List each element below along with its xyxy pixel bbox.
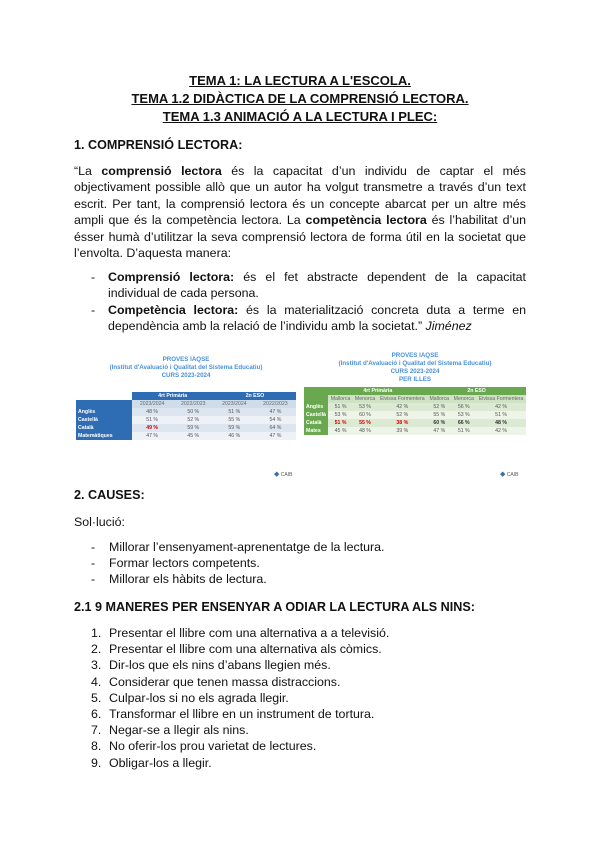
table-cell: 53 % bbox=[451, 411, 476, 419]
list-item-text: Presentar el llibre com una alternativa als còmics. bbox=[109, 642, 382, 657]
logo-icon: ◆ bbox=[500, 471, 506, 478]
logo-text: CAIB bbox=[506, 472, 519, 478]
row-label: Castellà bbox=[76, 416, 132, 424]
sub-header: 2022/2023 bbox=[173, 400, 214, 408]
table-title-line: CURS 2023-2024 bbox=[390, 368, 440, 375]
table-cell: 45 % bbox=[328, 427, 352, 435]
table-cell: 54 % bbox=[255, 416, 296, 424]
list-number: 5. bbox=[91, 690, 102, 705]
table-cell: 46 % bbox=[214, 432, 255, 440]
sub-header: 2022/2023 bbox=[255, 400, 296, 408]
table-cell: 39 % bbox=[377, 427, 427, 435]
list-item bbox=[91, 722, 521, 738]
table-cell: 64 % bbox=[255, 424, 296, 432]
table-cell: 42 % bbox=[476, 403, 526, 411]
table-row bbox=[304, 419, 526, 427]
group-header: 2n ESO bbox=[427, 387, 526, 395]
table-title bbox=[304, 352, 526, 384]
row-label: Mates bbox=[304, 427, 328, 435]
dash-marker: - bbox=[91, 540, 96, 554]
list-item-text: Negar-se a llegir als nins. bbox=[109, 723, 249, 738]
table-cell: 51 % bbox=[476, 411, 526, 419]
table-row bbox=[76, 424, 296, 432]
table-title-line: PER ILLES bbox=[399, 376, 431, 383]
list-item bbox=[91, 641, 521, 657]
table-cell-highlight: 51 % bbox=[328, 419, 352, 427]
section-1-heading: 1. COMPRENSIÓ LECTORA: bbox=[74, 138, 243, 152]
table-title-line: CURS 2023-2024 bbox=[161, 372, 211, 379]
title-2: TEMA 1.2 DIDÀCTICA DE LA COMPRENSIÓ LECTORA. bbox=[131, 91, 469, 106]
bullet-text: és la materialització concreta duta a terme en dependència amb la relació de l’individu amb la societat.” bbox=[108, 303, 526, 334]
iaqse-results-table bbox=[76, 356, 296, 481]
list-item bbox=[91, 539, 521, 555]
bullet-term: Comprensió lectora: bbox=[108, 270, 235, 284]
table-row bbox=[304, 411, 526, 419]
list-item-text: Millorar els hàbits de lectura. bbox=[109, 572, 267, 587]
solution-label: Sol·lució: bbox=[74, 515, 125, 529]
table-cell: 55 % bbox=[214, 416, 255, 424]
row-label: Castellà bbox=[304, 411, 328, 419]
table-cell: 48 % bbox=[132, 408, 173, 416]
table-cell: 50 % bbox=[173, 408, 214, 416]
table-cell: 47 % bbox=[255, 408, 296, 416]
quote-text: és la capacitat d’un individu de captar el més objectivament possible allò que un autor ha volgut transmetre a través d’un text escrit. Per tant, la comprensió lectora és un concepte abarcat per un altre més ampli que és la competència lectora. La bbox=[74, 164, 526, 228]
list-item bbox=[91, 657, 521, 673]
dash-marker: - bbox=[91, 556, 96, 571]
table-row bbox=[76, 416, 296, 424]
logo-icon: ◆ bbox=[274, 471, 280, 478]
list-number: 8. bbox=[91, 739, 102, 754]
list-item bbox=[91, 755, 521, 771]
quote-text: és l’habilitat d’un ésser humà d’utilitzar la seva comprensió lectora de forma útil en la societat que l’envolta. D’aquesta manera: bbox=[74, 213, 526, 261]
table-cell: 55 % bbox=[427, 411, 451, 419]
dash-marker: - bbox=[91, 303, 96, 317]
sub-header: Menorca bbox=[451, 395, 476, 403]
title-3: TEMA 1.3 ANIMACIÓ A LA LECTURA I PLEC: bbox=[162, 109, 438, 124]
table-title bbox=[76, 356, 296, 380]
list-number: 2. bbox=[91, 642, 102, 657]
table-cell: 47 % bbox=[132, 432, 173, 440]
list-item bbox=[91, 555, 521, 571]
sub-header: 2023/2024 bbox=[214, 400, 255, 408]
section-2-heading: 2. CAUSES: bbox=[74, 488, 145, 502]
table-cell: 59 % bbox=[214, 424, 255, 432]
table-title-line: PROVES IAQSE bbox=[162, 356, 210, 363]
list-item-text: Millorar l’ensenyament-aprenentatge de la lectura. bbox=[109, 540, 385, 554]
caib-logo bbox=[500, 470, 518, 478]
list-number: 6. bbox=[91, 707, 102, 722]
row-label: Català bbox=[76, 424, 132, 432]
dash-marker: - bbox=[91, 572, 96, 587]
row-label: Anglès bbox=[76, 408, 132, 416]
title-1: TEMA 1: LA LECTURA A L'ESCOLA. bbox=[189, 73, 411, 88]
table-cell: 48 % bbox=[476, 419, 526, 427]
table-row bbox=[304, 403, 526, 411]
definition-bullet bbox=[91, 302, 526, 335]
bullet-term: Competència lectora: bbox=[108, 303, 239, 317]
list-number: 3. bbox=[91, 658, 102, 673]
table-cell: 56 % bbox=[451, 403, 476, 411]
list-item-text: Formar lectors competents. bbox=[109, 556, 260, 571]
table-cell: 52 % bbox=[173, 416, 214, 424]
solution-list bbox=[91, 539, 521, 588]
list-item-text: Considerar que tenen massa distraccions. bbox=[109, 674, 341, 689]
list-item-text: Dir-los que els nins d’abans llegien més. bbox=[109, 658, 331, 673]
table-title-line: (Institut d'Avaluació i Qualitat del Sistema Educatiu) bbox=[109, 364, 263, 371]
sub-header: Mallorca bbox=[427, 395, 451, 403]
table-cell-highlight: 55 % bbox=[353, 419, 378, 427]
table-cell: 51 % bbox=[214, 408, 255, 416]
list-item bbox=[91, 674, 521, 690]
table-row bbox=[304, 427, 526, 435]
list-item bbox=[91, 738, 521, 754]
table-row bbox=[76, 432, 296, 440]
caib-logo bbox=[274, 470, 292, 478]
logo-text: CAIB bbox=[280, 472, 293, 478]
sub-header: 2023/2024 bbox=[132, 400, 173, 408]
list-item bbox=[91, 690, 521, 706]
list-item-text: Obligar-los a llegir. bbox=[109, 755, 212, 770]
definition-bullet bbox=[91, 269, 526, 302]
definition-paragraph bbox=[74, 163, 526, 261]
list-number: 9. bbox=[91, 755, 102, 770]
table-cell: 53 % bbox=[353, 403, 378, 411]
table-cell: 59 % bbox=[173, 424, 214, 432]
numbered-list bbox=[91, 625, 521, 771]
list-item-text: No oferir-los prou varietat de lectures. bbox=[109, 739, 317, 754]
list-item-text: Culpar-los si no els agrada llegir. bbox=[109, 690, 289, 705]
table-cell: 45 % bbox=[173, 432, 214, 440]
row-label: Anglès bbox=[304, 403, 328, 411]
table-cell: 60 % bbox=[427, 419, 451, 427]
table-cell: 52 % bbox=[427, 403, 451, 411]
list-item-text: Transformar el llibre en un instrument de tortura. bbox=[109, 707, 375, 722]
list-item-text: Presentar el llibre com una alternativa a a televisió. bbox=[109, 626, 390, 640]
table-cell: 66 % bbox=[451, 419, 476, 427]
table-cell: 52 % bbox=[377, 411, 427, 419]
iaqse-islands-table bbox=[304, 352, 526, 482]
table-cell: 53 % bbox=[328, 411, 352, 419]
table-cell: 51 % bbox=[328, 403, 352, 411]
sub-header: Menorca bbox=[353, 395, 378, 403]
list-item bbox=[91, 571, 521, 587]
table-row bbox=[76, 408, 296, 416]
section-2-1-heading: 2.1 9 MANERES PER ENSENYAR A ODIAR LA LECTURA ALS NINS: bbox=[74, 600, 475, 614]
row-label: Matemàtiques bbox=[76, 432, 132, 440]
dash-marker: - bbox=[91, 270, 96, 284]
list-number: 4. bbox=[91, 674, 102, 689]
table-cell: 47 % bbox=[427, 427, 451, 435]
sub-header: Eivissa Formentera bbox=[377, 395, 427, 403]
bullet-text: és el fet abstracte dependent de la capacitat individual de cada persona. bbox=[108, 270, 526, 301]
quote-author: Jiménez bbox=[425, 319, 472, 334]
row-label: Català bbox=[304, 419, 328, 427]
table-title-line: PROVES IAQSE bbox=[391, 352, 439, 359]
group-header: 4rt Primària bbox=[328, 387, 427, 395]
list-number: 1. bbox=[91, 626, 102, 640]
group-header: 2n ESO bbox=[214, 392, 296, 400]
quote-bold-term: comprensió lectora bbox=[101, 164, 222, 178]
table-cell: 51 % bbox=[132, 416, 173, 424]
results-grid bbox=[304, 387, 526, 435]
table-cell: 48 % bbox=[353, 427, 378, 435]
quote-bold-term: competència lectora bbox=[305, 213, 427, 228]
results-grid bbox=[76, 392, 296, 440]
title-block bbox=[0, 72, 600, 126]
list-item bbox=[91, 625, 521, 641]
sub-header: Eivissa Formentera bbox=[476, 395, 526, 403]
table-cell: 51 % bbox=[451, 427, 476, 435]
table-cell-highlight: 49 % bbox=[132, 424, 173, 432]
group-header: 4rt Primària bbox=[132, 392, 214, 400]
table-cell: 47 % bbox=[255, 432, 296, 440]
table-title-line: (Institut d'Avaluació i Qualitat del Sistema Educatiu) bbox=[338, 360, 492, 367]
table-cell: 42 % bbox=[377, 403, 427, 411]
list-number: 7. bbox=[91, 723, 102, 738]
table-cell-highlight: 38 % bbox=[377, 419, 427, 427]
quote-text: “La bbox=[74, 164, 102, 178]
table-cell: 42 % bbox=[476, 427, 526, 435]
table-cell: 60 % bbox=[353, 411, 378, 419]
sub-header: Mallorca bbox=[328, 395, 352, 403]
list-item bbox=[91, 706, 521, 722]
